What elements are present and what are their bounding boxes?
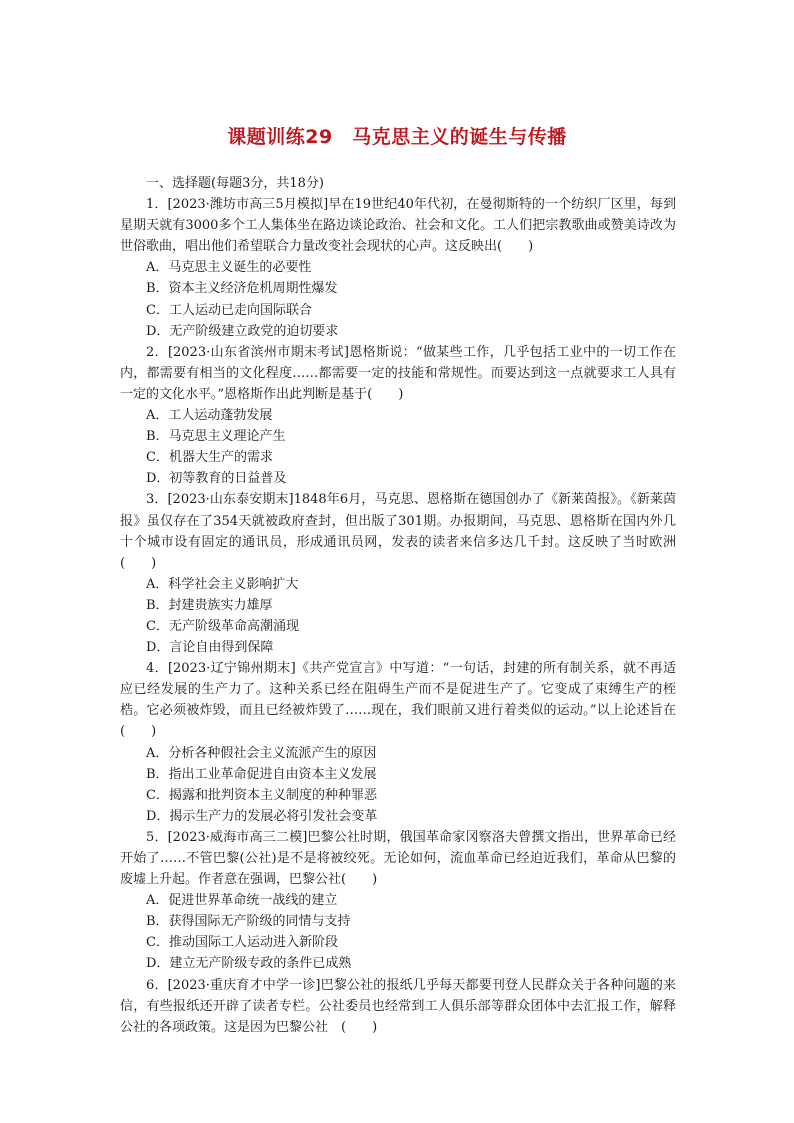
option-c: C．推动国际工人运动进入新阶段 <box>146 935 338 951</box>
option-b: B．马克思主义理论产生 <box>146 429 286 445</box>
option-a: A．马克思主义诞生的必要性 <box>146 260 312 276</box>
question-6 <box>120 975 676 1038</box>
question-1 <box>120 194 676 342</box>
option-d: D．初等教育的日益普及 <box>146 471 287 487</box>
option-a: A．工人运动蓬勃发展 <box>146 408 273 424</box>
option-d: D．无产阶级建立政党的迫切要求 <box>146 323 339 339</box>
question-3 <box>120 489 690 658</box>
page-title: 课题训练29 马克思主义的诞生与传播 <box>227 126 567 148</box>
question-stem: 1．[2023·潍坊市高三5月模拟]早在19世纪40年代初，在曼彻斯特的一个纺织厂区里，每到星期天就有3000多个工人集体坐在路边谈论政治、社会和文化。工人们把宗教歌曲或赞美诗改为世俗歌曲，唱出他们希望联合力量改变社会现状的心声。这反映出( ) <box>120 197 676 255</box>
question-stem: 3．[2023·山东泰安期末]1848年6月，马克思、恩格斯在德国创办了《新莱茵报》。《新莱茵报》虽仅存在了354天就被政府查封，但出版了301期。办报期间，马克思、恩格斯在国内外几十个城市设有固定的通讯员，形成通讯员网，发表的读者来信多达几千封。这反映了当时欧洲 ( ) <box>120 492 690 571</box>
question-stem: 2．[2023·山东省滨州市期末考试]恩格斯说：“做某些工作，几乎包括工业中的一切工作在内，都需要有相当的文化程度……都需要一定的技能和常规性。而要达到这一点就要求工人具有一定的文化水平。”恩格斯作出此判断是基于( ) <box>120 344 676 402</box>
option-c: C．揭露和批判资本主义制度的种种罪恶 <box>146 787 377 803</box>
option-b: B．指出工业革命促进自由资本主义发展 <box>146 766 377 782</box>
section-heading: 一、选择题(每题3分，共18分) <box>146 176 324 191</box>
option-c: C．工人运动已走向国际联合 <box>146 302 312 318</box>
question-4 <box>120 658 690 827</box>
option-d: D．言论自由得到保障 <box>146 640 274 656</box>
option-b: B．资本主义经济危机周期性爆发 <box>146 281 338 297</box>
option-c: C．机器大生产的需求 <box>146 450 273 466</box>
question-stem: 6．[2023·重庆育才中学一诊]巴黎公社的报纸几乎每天都要刊登人民群众关于各种问题的来信，有些报纸还开辟了读者专栏。公社委员也经常到工人俱乐部等群众团体中去汇报工作，解释公社的各项政策。这是因为巴黎公社 ( ) <box>120 977 676 1035</box>
option-a: A．分析各种假社会主义流派产生的原因 <box>146 745 377 761</box>
question-stem: 5．[2023·威海市高三二模]巴黎公社时期，俄国革命家冈察洛夫曾撰文指出，世界革命已经开始了……不管巴黎(公社)是不是将被绞死。无论如何，流血革命已经迫近我们，革命从巴黎的废墟上升起。作者意在强调，巴黎公社( ) <box>120 829 676 888</box>
question-2 <box>120 342 676 490</box>
option-c: C．无产阶级革命高潮涌现 <box>146 618 299 634</box>
option-b: B．获得国际无产阶级的同情与支持 <box>146 914 351 930</box>
option-a: A．促进世界革命统一战线的建立 <box>146 893 338 909</box>
option-a: A．科学社会主义影响扩大 <box>146 576 299 592</box>
question-body <box>120 173 690 1038</box>
option-d: D．揭示生产力的发展必将引发社会变革 <box>146 808 378 824</box>
question-stem: 4．[2023·辽宁锦州期末]《共产党宣言》中写道：“一句话，封建的所有制关系，就不再适应已经发展的生产力了。这种关系已经在阻碍生产而不是促进生产了。它变成了束缚生产的桎梏。它必须被炸毁，而且已经被炸毁了……现在，我们眼前又进行着类似的运动。”以上论述旨在 ( ) <box>120 661 690 740</box>
option-d: D．建立无产阶级专政的条件已成熟 <box>146 956 352 972</box>
option-b: B．封建贵族实力雄厚 <box>146 597 273 613</box>
question-5 <box>120 827 676 975</box>
